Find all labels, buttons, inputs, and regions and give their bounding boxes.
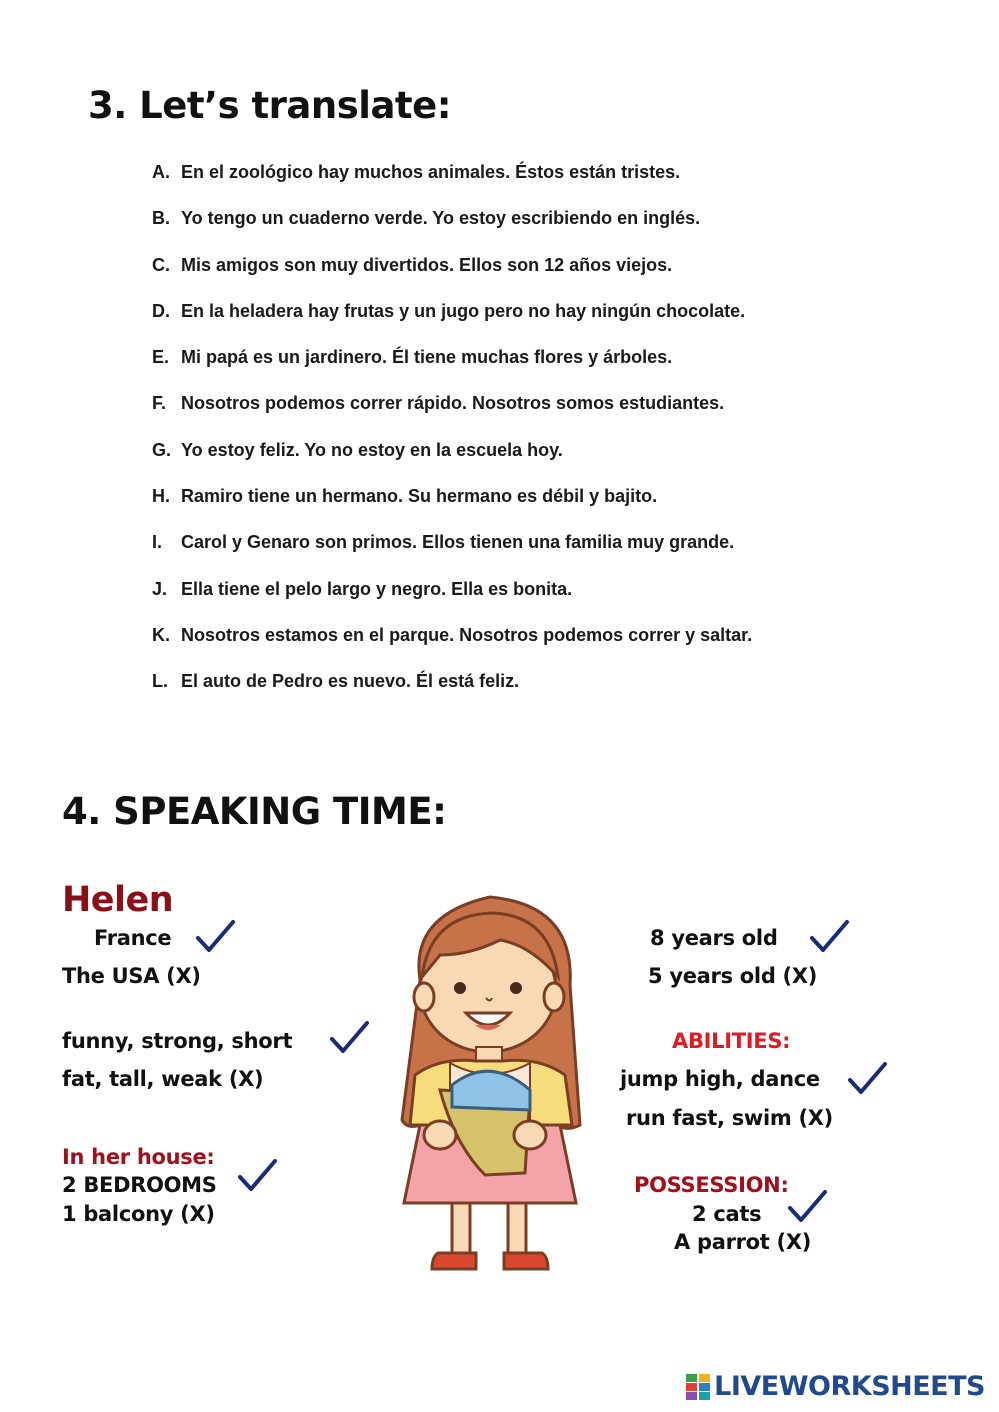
possession-no: A parrot (X): [674, 1230, 812, 1254]
country-yes: France: [94, 926, 172, 950]
house-yes: 2 BEDROOMS: [62, 1173, 217, 1197]
abilities-yes: jump high, dance: [620, 1067, 820, 1091]
translate-item: [152, 440, 752, 486]
abilities-no: run fast, swim (X): [626, 1106, 833, 1130]
student-name: Helen: [62, 880, 174, 920]
item-letter: G.: [152, 439, 172, 460]
item-text: Yo estoy feliz. Yo no estoy en la escuela hoy.: [181, 439, 563, 460]
translate-item: [152, 579, 752, 625]
logo-text: LIVEWORKSHEETS: [714, 1371, 985, 1402]
check-icon: [786, 1188, 828, 1224]
translate-item: [152, 671, 752, 717]
translate-list: [152, 162, 752, 718]
item-letter: E.: [152, 347, 170, 368]
translate-item: [152, 486, 752, 532]
item-letter: I.: [152, 532, 163, 553]
check-icon: [236, 1157, 278, 1193]
item-letter: H.: [152, 486, 170, 507]
country-no: The USA (X): [62, 964, 201, 988]
item-text: En la heladera hay frutas y un jugo pero no hay ningún chocolate.: [181, 300, 746, 321]
check-icon: [808, 918, 850, 954]
check-icon: [328, 1019, 370, 1055]
translate-item: [152, 532, 752, 578]
item-text: Ella tiene el pelo largo y negro. Ella es bonita.: [181, 578, 573, 599]
check-icon: [846, 1060, 888, 1096]
possession-yes: 2 cats: [692, 1202, 762, 1226]
abilities-heading: ABILITIES:: [672, 1029, 791, 1053]
translate-item: [152, 208, 752, 254]
item-text: Mis amigos son muy divertidos. Ellos son 12 años viejos.: [181, 254, 673, 275]
age-no: 5 years old (X): [648, 964, 818, 988]
item-text: Ramiro tiene un hermano. Su hermano es débil y bajito.: [181, 486, 658, 507]
item-text: Mi papá es un jardinero. Él tiene muchas flores y árboles.: [181, 347, 673, 368]
item-text: El auto de Pedro es nuevo. Él está feliz.: [181, 671, 520, 692]
item-letter: C.: [152, 254, 170, 275]
translate-item: [152, 393, 752, 439]
item-letter: J.: [152, 578, 168, 599]
item-text: En el zoológico hay muchos animales. Éstos están tristes.: [181, 162, 681, 182]
item-letter: A.: [152, 162, 170, 182]
item-text: Yo tengo un cuaderno verde. Yo estoy escribiendo en inglés.: [181, 208, 701, 229]
girl-illustration: [380, 885, 610, 1280]
check-icon: [194, 918, 236, 954]
item-letter: B.: [152, 208, 170, 229]
item-letter: F.: [152, 393, 167, 414]
item-letter: L.: [152, 671, 168, 692]
translate-item: [152, 255, 752, 301]
possession-heading: POSSESSION:: [634, 1173, 789, 1197]
age-yes: 8 years old: [650, 926, 778, 950]
translate-item: [152, 162, 752, 208]
logo-icon: [686, 1374, 710, 1400]
item-text: Nosotros podemos correr rápido. Nosotros somos estudiantes.: [181, 393, 725, 414]
adjectives-no: fat, tall, weak (X): [62, 1067, 264, 1091]
house-no: 1 balcony (X): [62, 1202, 215, 1226]
translate-item: [152, 625, 752, 671]
adjectives-yes: funny, strong, short: [62, 1029, 293, 1053]
item-text: Nosotros estamos en el parque. Nosotros podemos correr y saltar.: [181, 624, 753, 645]
liveworksheets-logo[interactable]: [686, 1371, 985, 1402]
house-heading: In her house:: [62, 1145, 215, 1169]
section4-title: 4. SPEAKING TIME:: [62, 790, 447, 833]
translate-item: [152, 301, 752, 347]
item-text: Carol y Genaro son primos. Ellos tienen una familia muy grande.: [181, 532, 735, 553]
section3-title: 3. Let’s translate:: [88, 84, 451, 127]
translate-item: [152, 347, 752, 393]
item-letter: K.: [152, 624, 170, 645]
item-letter: D.: [152, 300, 170, 321]
